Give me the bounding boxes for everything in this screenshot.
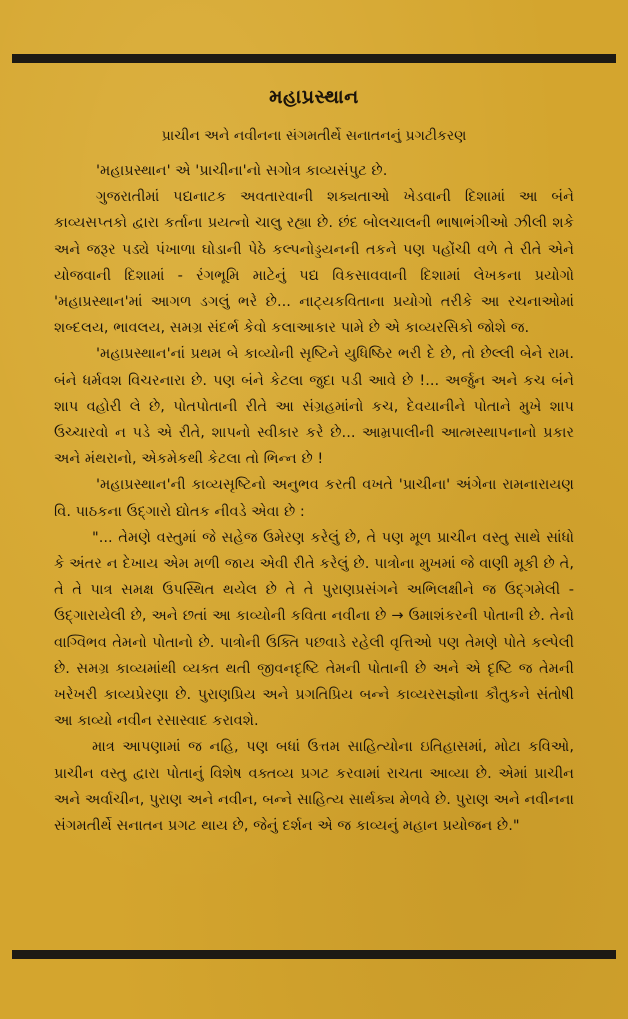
quote-paragraph: માત્ર આપણામાં જ નહિ, પણ બધાં ઉત્તમ સાહિત્યોના ઇતિહાસમાં, મોટા કવિઓ, પ્રાચીન વસ્તુ દ્વારા પોતાનું વિશેષ વક્તવ્ય પ્રગટ કરવામાં રાચતા આવ્યા છે. એમાં પ્રાચીન અને અર્વાચીન, પુરાણ અને નવીન, બન્ને સાહિત્ય સાર્થક્ય મેળવે છે. પુરાણ અને નવીનના સંગમતીર્થે સનાતન પ્રગટ થાય છે, જેનું દર્શન એ જ કાવ્યનું મહાન પ્રયોજન છે." — [54, 738, 574, 835]
paragraph: 'મહાપ્રસ્થાન'નાં પ્રથમ બે કાવ્યોની સૃષ્ટિને યુધિષ્ઠિર ભરી દે છે, તો છેલ્લી બેને રામ. બંને ધર્મવશ વિચરનારા છે. પણ બંને કેટલા જુદા પડી આવે છે !... અર્જુન અને કચ બંને શાપ વહોરી લે છે, પોતપોતાની રીતે આ સંગ્રહમાંનો કચ, દેવયાનીને પોતાને મુખે શાપ ઉચ્ચારવો ન પડે એ રીતે, શાપનો સ્વીકાર કરે છે... આમ્રપાલીની આત્મસ્થાપનાનો પ્રકાર અને મંથરાનો, એકમેકથી કેટલા તો ભિન્ન છે ! — [54, 345, 574, 468]
page-title: મહાપ્રસ્થાન — [269, 86, 359, 108]
paragraph: ગુજરાતીમાં પદ્યનાટક અવતારવાની શક્યતાઓ ખેડવાની દિશામાં આ બંને કાવ્યસપ્તકો દ્વારા કર્તાના પ્રયત્નો ચાલુ રહ્યા છે. છંદ બોલચાલની ભાષાભંગીઓ ઝીલી શકે અને જરૂર પડ્યે પંખાળા ઘોડાની પેઠે કલ્પનોડ્ડયનની તકને પણ પહોંચી વળે તે રીતે એને યોજવાની દિશામાં - રંગભૂમિ માટેનું પદ્ય વિકસાવવાની દિશામાં લેખકના પ્રયોગો 'મહાપ્રસ્થાન'માં આગળ ડગલું ભરે છે... નાટ્યકવિતાના પ્રયોગો તરીકે આ રચનાઓમાં શબ્દલય, ભાવલય, સમગ્ર સંદર્ભ કેવો કલાઆકાર પામે છે એ કાવ્યરસિકો જોશે જ. — [54, 188, 574, 337]
bottom-rule — [12, 950, 616, 959]
top-rule — [12, 54, 616, 63]
blurb-text — [54, 158, 574, 839]
quote-paragraph: "... તેમણે વસ્તુમાં જે સહેજ ઉમેરણ કરેલું છે, તે પણ મૂળ પ્રાચીન વસ્તુ સાથે સાંધો કે અંતર ન દેખાય એમ મળી જાય એવી રીતે કરેલું છે. પાત્રોના મુખમાં જે વાણી મૂકી છે તે, તે તે પાત્ર સમક્ષ ઉપસ્થિત થયેલ છે તે તે પુરાણપ્રસંગને અભિલક્ષીને જ ઉદ્ગમેલી - ઉદ્ગારાયેલી છે, અને છતાં આ કાવ્યોની કવિતા નવીના છે → ઉમાશંકરની પોતાની છે. તેનો વાગ્વિભવ તેમનો પોતાનો છે. પાત્રોની ઉક્તિ પછવાડે રહેલી વૃત્તિઓ પણ તેમણે પોતે કલ્પેલી છે. સમગ્ર કાવ્યમાંથી વ્યક્ત થતી જીવનદૃષ્ટિ તેમની પોતાની છે અને એ દૃષ્ટિ જ તેમની ખરેખરી કાવ્યપ્રેરણા છે. પુરાણપ્રિય અને પ્રગતિપ્રિય બન્ને કાવ્યરસજ્ઞોના કૌતુકને સંતોષી આ કાવ્યો નવીન રસાસ્વાદ કરાવશે. — [54, 528, 574, 730]
page-subtitle: પ્રાચીન અને નવીનના સંગમતીર્થે સનાતનનું પ્રગટીકરણ — [161, 128, 467, 144]
paragraph: 'મહાપ્રસ્થાન'ની કાવ્યસૃષ્ટિનો અનુભવ કરતી વખતે 'પ્રાચીના' અંગેના રામનારાયણ વિ. પાઠકના ઉદ્ગારો દ્યોતક નીવડે એવા છે : — [54, 476, 574, 520]
paragraph: 'મહાપ્રસ્થાન' એ 'પ્રાચીના'નો સગોત્ર કાવ્યસંપુટ છે. — [96, 162, 388, 179]
